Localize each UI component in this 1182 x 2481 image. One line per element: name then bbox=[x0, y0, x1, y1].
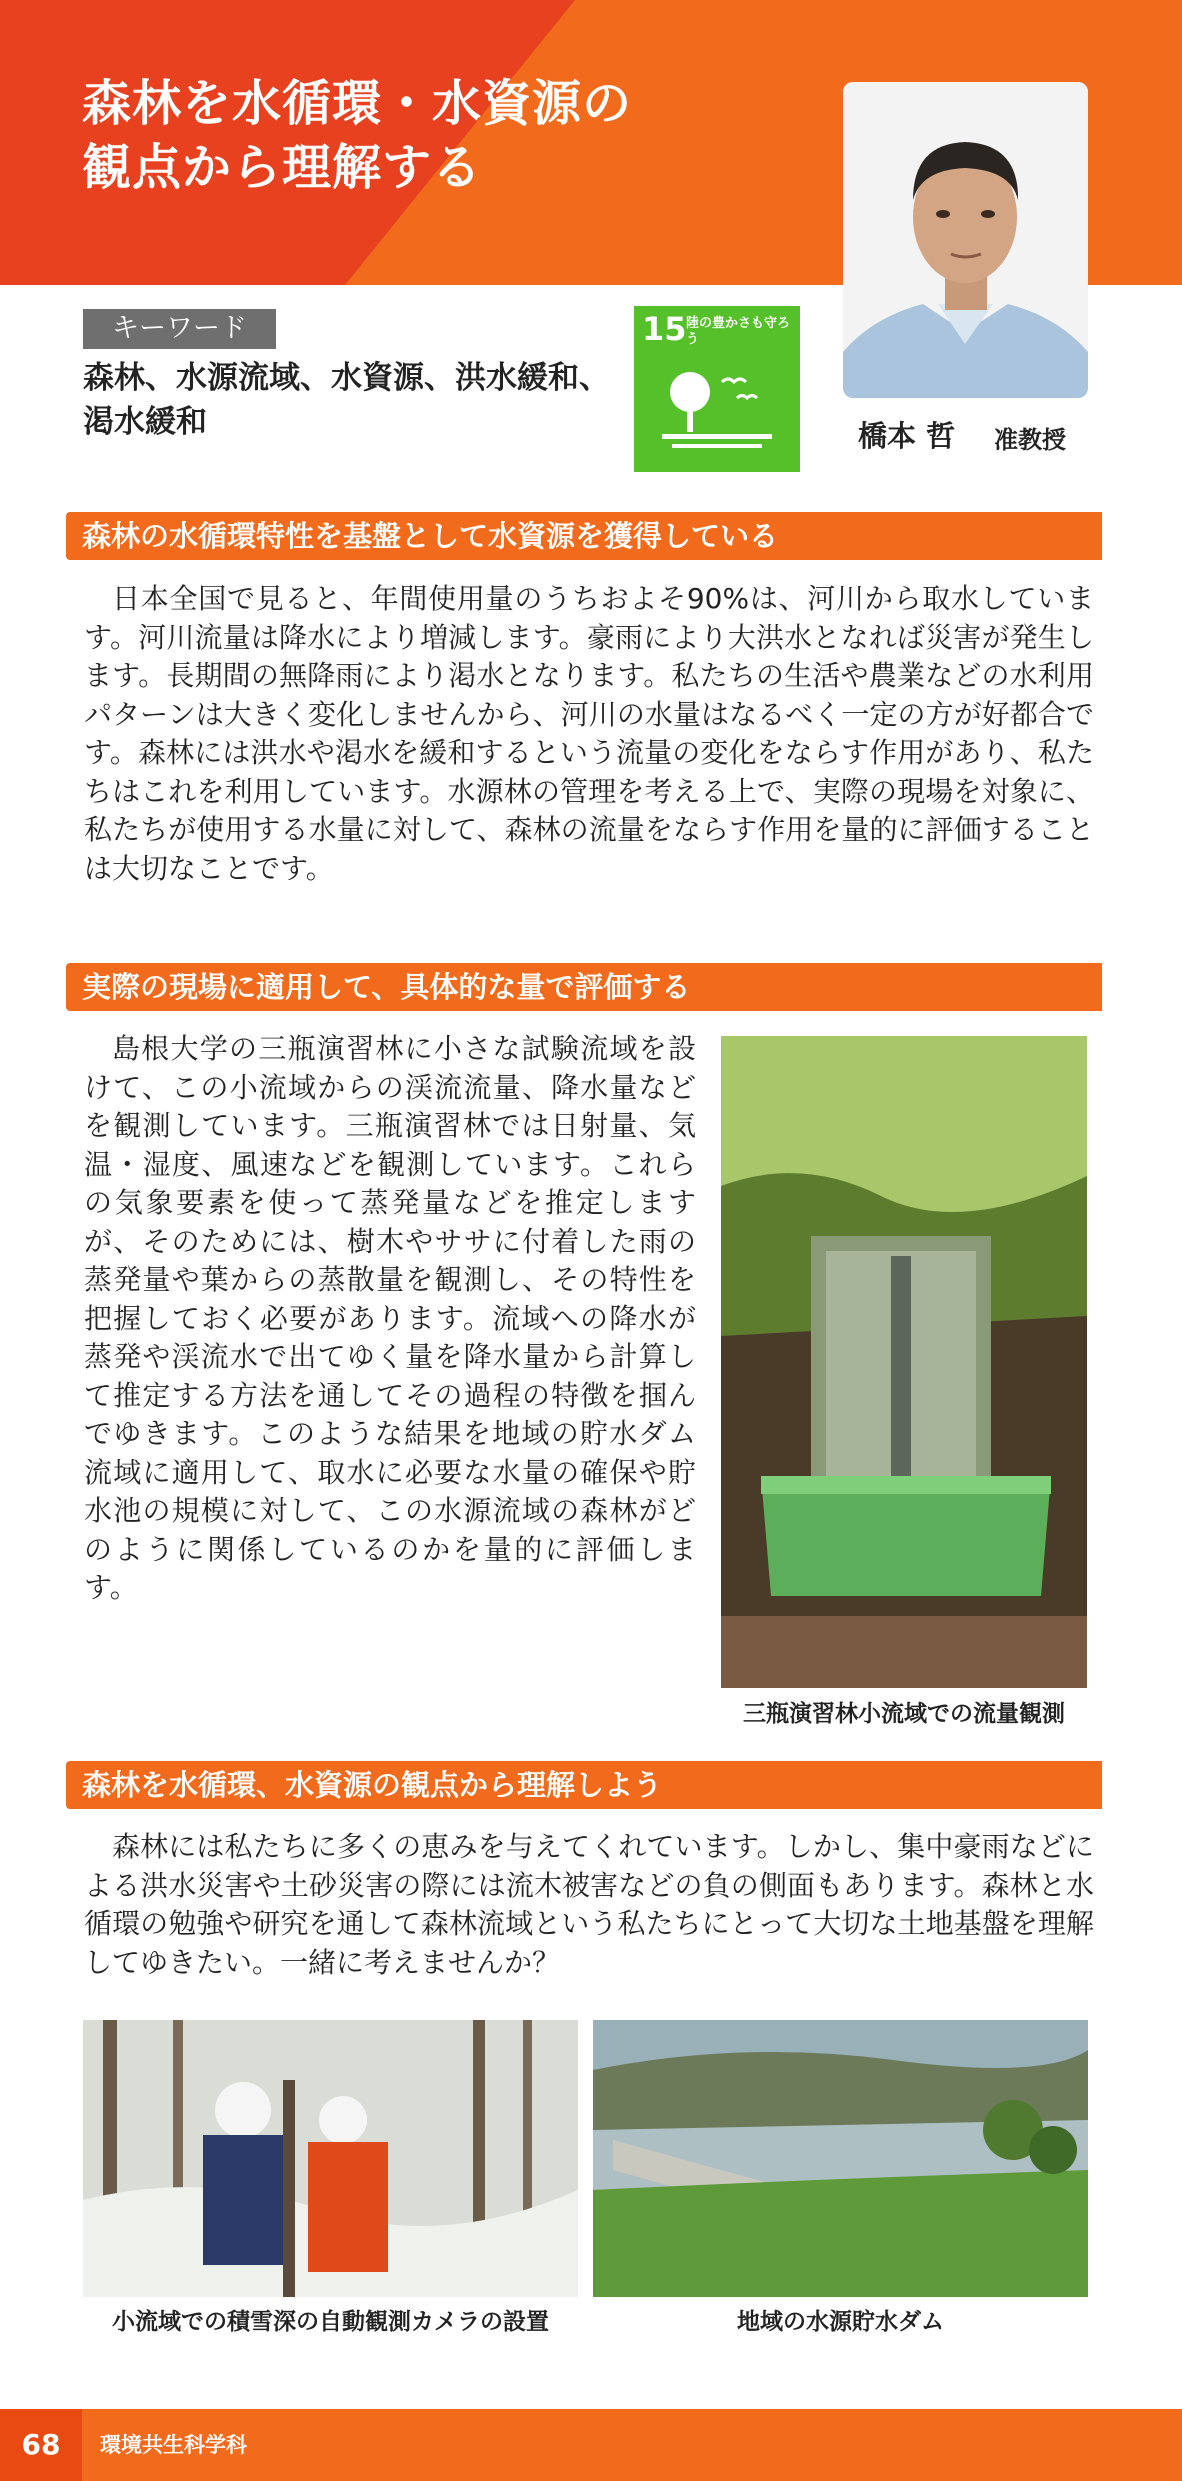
reservoir-dam-photo bbox=[593, 2020, 1088, 2297]
keyword-tag: キーワード bbox=[83, 309, 276, 349]
page-number: 68 bbox=[0, 2409, 82, 2481]
sdg-number: 15 bbox=[642, 310, 687, 348]
section-heading-2: 実際の現場に適用して、具体的な量で評価する bbox=[66, 963, 1102, 1011]
professor-portrait bbox=[843, 82, 1088, 398]
stream-gauge-caption: 三瓶演習林小流域での流量観測 bbox=[743, 1701, 1065, 1727]
footer-bar bbox=[0, 2409, 1182, 2481]
sdg-label: 陸の豊かさも守ろう bbox=[686, 316, 791, 347]
sdg-15-badge bbox=[634, 306, 800, 472]
professor-title: 准教授 bbox=[994, 426, 1066, 454]
section-body-2: 島根大学の三瓶演習林に小さな試験流域を設けて、この小流域からの渓流流量、降水量などを観測しています。三瓶演習林では日射量、気温・湿度、風速などを観測しています。これらの気象要素を使って蒸発量などを推定しますが、そのためには、樹木やササに付着した雨の蒸発量や葉からの蒸散量を観測し、その特性を把握しておく必要があります。流域への降水が蒸発や渓流水で出てゆく量を降水量から計算して推定する方法を通してその過程の特徴を掴んでゆきます。このような結果を地域の貯水ダム流域に適用して、取水に必要な水量の確保や貯水池の規模に対して、この水源流域の森林がどのように関係しているのかを量的に評価します。 bbox=[84, 1032, 696, 1604]
snow-camera-caption: 小流域での積雪深の自動観測カメラの設置 bbox=[112, 2309, 549, 2335]
section-heading-1: 森林の水循環特性を基盤として水資源を獲得している bbox=[66, 512, 1102, 560]
snow-camera-photo bbox=[83, 2020, 578, 2297]
keyword-list: 森林、水源流域、水資源、洪水緩和、渇水緩和 bbox=[83, 360, 610, 440]
page-title: 森林を水循環・水資源の 観点から理解する bbox=[82, 75, 633, 196]
reservoir-dam-caption: 地域の水源貯水ダム bbox=[737, 2309, 944, 2335]
section-heading-3: 森林を水循環、水資源の観点から理解しよう bbox=[66, 1761, 1102, 1809]
section-body-3: 森林には私たちに多くの恵みを与えてくれています。しかし、集中豪雨などによる洪水災害や土砂災害の際には流木被害などの負の側面もあります。森林と水循環の勉強や研究を通して森林流域という私たちにとって大切な土地基盤を理解してゆきたい。一緒に考えませんか？ bbox=[84, 1830, 1094, 1979]
department-name: 環境共生科学科 bbox=[100, 2433, 247, 2457]
section-body-1: 日本全国で見ると、年間使用量のうちおよそ90%は、河川から取水しています。河川流量は降水により増減します。豪雨により大洪水となれば災害が発生します。長期間の無降雨により渇水となります。私たちの生活や農業などの水利用パターンは大きく変化しませんから、河川の水量はなるべく一定の方が好都合です。森林には洪水や渇水を緩和するという流量の変化をならす作用があり、私たちはこれを利用しています。水源林の管理を考える上で、実際の現場を対象に、私たちが使用する水量に対して、森林の流量をならす作用を量的に評価することは大切なことです。 bbox=[84, 582, 1094, 885]
tree-and-birds-icon bbox=[662, 364, 772, 454]
stream-gauge-photo bbox=[721, 1036, 1087, 1688]
professor-name: 橋本 哲 bbox=[858, 419, 956, 453]
